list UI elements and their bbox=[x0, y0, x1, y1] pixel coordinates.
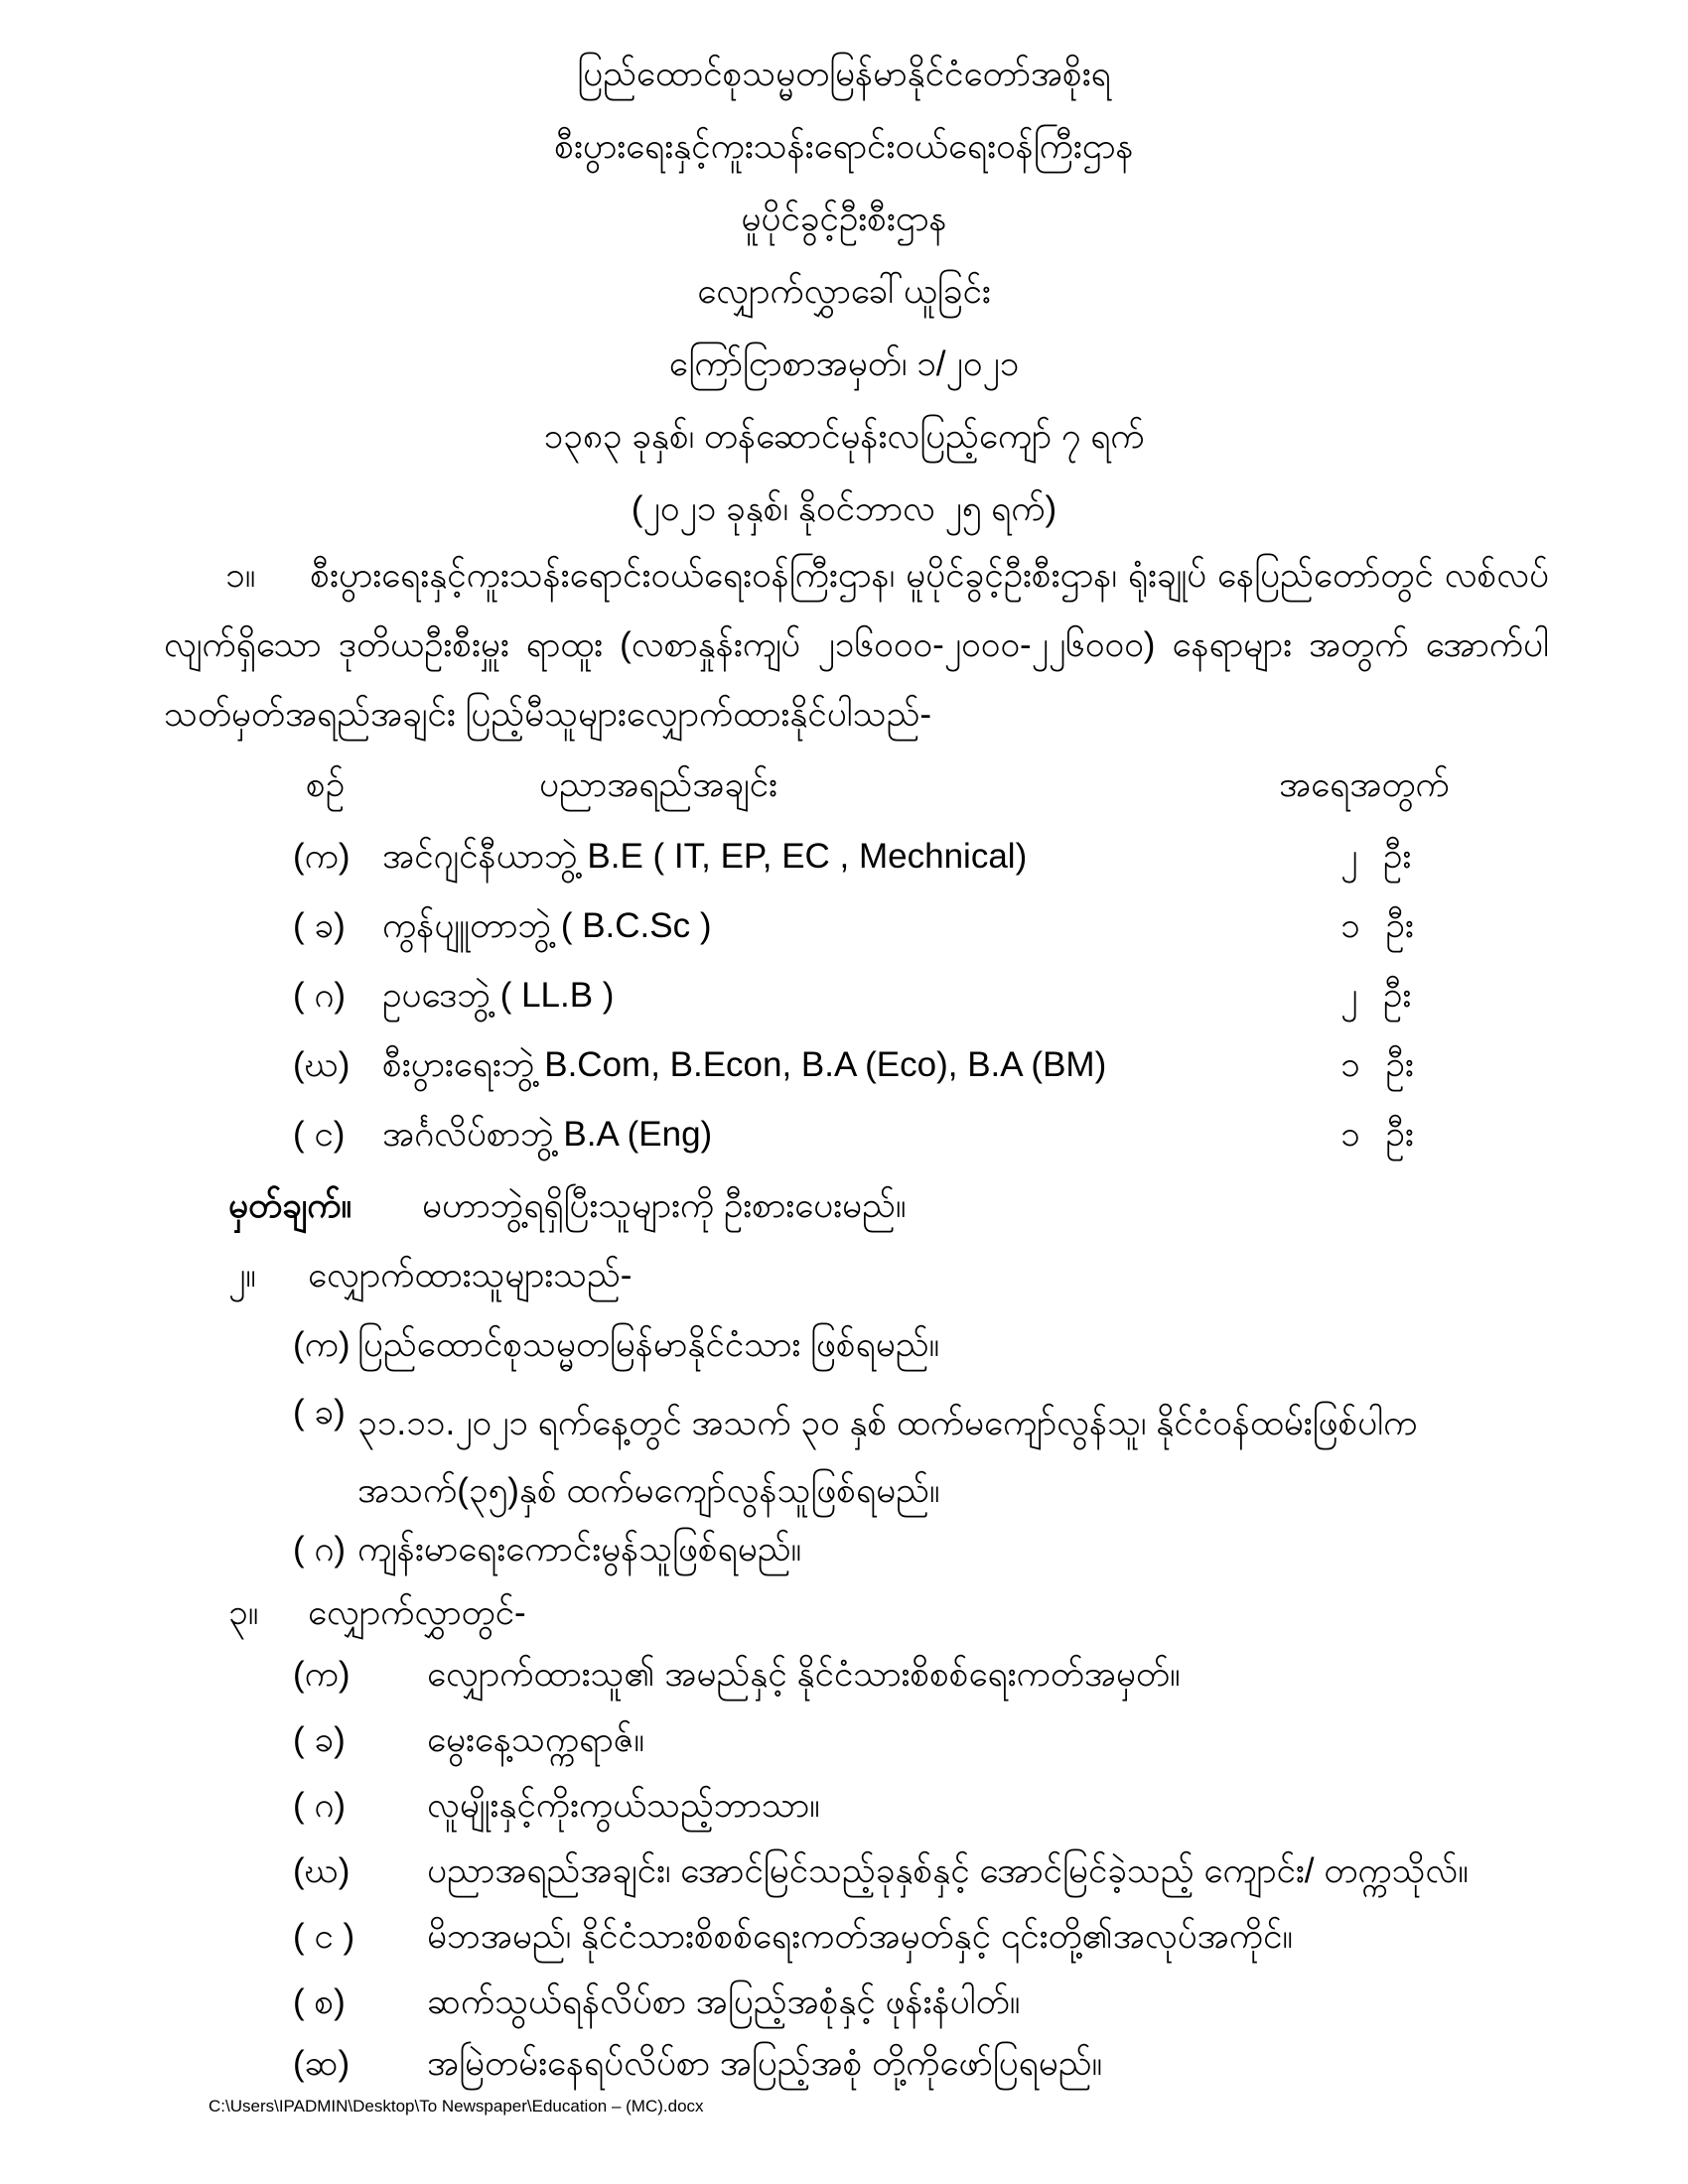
section-3-title: လျှောက်လွှာတွင်- bbox=[308, 1593, 526, 1632]
item-label: ( စ) bbox=[293, 1982, 346, 2021]
item-text: ပြည်ထောင်စုသမ္မတမြန်မာနိုင်ငံသား ဖြစ်ရမည်။ bbox=[357, 1325, 940, 1364]
item-text: ၃၁.၁၁.၂၀၂၁ ရက်နေ့တွင် အသက် ၃၀ နှစ် ထက်မကျော်လွန်သူ၊ နိုင်ငံဝန်ထမ်းဖြစ်ပါက အသက်(၃၅)နှစ် ထက်မကျော်လွန်သူဖြစ်ရမည်။ bbox=[357, 1404, 1418, 1510]
item-label: ( ခ) bbox=[293, 1720, 346, 1759]
row-label: ( ခ) bbox=[293, 906, 346, 945]
item-text: လူမျိုးနှင့်ကိုးကွယ်သည့်ဘာသာ။ bbox=[427, 1786, 820, 1825]
column-header-no: စဉ် bbox=[306, 765, 346, 804]
table-row bbox=[0, 1042, 1688, 1102]
doc-title-ministry: စီးပွားရေးနှင့်ကူးသန်းရောင်းဝယ်ရေးဝန်ကြီးဌာန bbox=[554, 127, 1134, 166]
paragraph-1-text: စီးပွားရေးနှင့်ကူးသန်းရောင်းဝယ်ရေးဝန်ကြီးဌာန၊ မူပိုင်ခွင့်ဦးစီးဌာန၊ ရုံးချုပ် နေပြည်တော်တွင် လစ်လပ်လျက်ရှိသော ဒုတိယဦးစီးမှူး ရာထူး (လစာနှုန်းကျပ် ၂၁၆၀၀၀-၂၀၀၀-၂၂၆၀၀၀) နေရာများ အတွက် အောက်ပါ သတ်မှတ်အရည်အချင်း ပြည့်မီသူများလျှောက်ထားနိုင်ပါသည်- bbox=[164, 556, 1549, 734]
row-count: ၂ ဦး bbox=[1340, 837, 1412, 876]
row-qualification: စီးပွားရေးဘွဲ့ B.Com, B.Econ, B.A (Eco), B.A (BM) bbox=[382, 1045, 1107, 1084]
item-label: ( ခ) bbox=[293, 1393, 346, 1432]
item-text: ပညာအရည်အချင်း၊ အောင်မြင်သည့်ခုနှစ်နှင့် အောင်မြင်ခဲ့သည့် ကျောင်း/ တက္ကသိုလ်။ bbox=[427, 1851, 1469, 1890]
paragraph-1-number: ၁။ bbox=[225, 556, 256, 595]
column-header-qualification: ပညာအရည်အချင်း bbox=[539, 765, 777, 804]
row-qualification: အင်ဂျင်နီယာဘွဲ့ B.E ( IT, EP, EC , Mechnical) bbox=[382, 837, 1028, 876]
row-count: ၂ ဦး bbox=[1340, 976, 1412, 1015]
doc-title-government: ပြည်ထောင်စုသမ္မတမြန်မာနိုင်ငံတော်အစိုးရ bbox=[577, 55, 1111, 93]
item-text: ကျန်းမာရေးကောင်းမွန်သူဖြစ်ရမည်။ bbox=[357, 1530, 802, 1569]
row-qualification: ကွန်ပျူတာဘွဲ့ ( B.C.Sc ) bbox=[382, 906, 712, 945]
document-file-path: C:\Users\IPADMIN\Desktop\To Newspaper\Education – (MC).docx bbox=[209, 2097, 704, 2116]
item-label: ( ဂ) bbox=[293, 1530, 347, 1569]
item-label: ( င ) bbox=[293, 1917, 355, 1956]
section-2-number: ၂။ bbox=[228, 1256, 256, 1295]
item-label: ( ဂ) bbox=[293, 1786, 347, 1825]
item-text: လျှောက်ထားသူ၏ အမည်နှင့် နိုင်ငံသားစိစစ်ရေးကတ်အမှတ်။ bbox=[427, 1655, 1181, 1694]
item-label: (က) bbox=[293, 1325, 351, 1364]
section-3-number: ၃။ bbox=[228, 1593, 259, 1632]
doc-date-gregorian: (၂၀၂၁ ခုနှစ်၊ နိုဝင်ဘာလ ၂၅ ရက်) bbox=[631, 489, 1057, 528]
item-text: အမြဲတမ်းနေရပ်လိပ်စာ အပြည့်အစုံ တို့ကိုဖော်ပြရမည်။ bbox=[427, 2044, 1103, 2083]
item-text: မွေးနေ့သက္ကရာဇ်။ bbox=[427, 1720, 644, 1759]
note-label: မှတ်ချက်။ bbox=[228, 1186, 352, 1225]
intro-paragraph bbox=[164, 541, 1549, 750]
row-label: ( င) bbox=[293, 1115, 346, 1154]
item-text: ဆက်သွယ်ရန်လိပ်စာ အပြည့်အစုံနှင့် ဖုန်းနံပါတ်။ bbox=[427, 1982, 1021, 2021]
item-label: (ဃ) bbox=[293, 1851, 351, 1890]
table-row bbox=[0, 834, 1688, 893]
row-label: (ဃ) bbox=[293, 1045, 351, 1084]
section-2-title: လျှောက်ထားသူများသည်- bbox=[308, 1256, 633, 1295]
row-count: ၁ ဦး bbox=[1340, 906, 1414, 945]
table-row bbox=[0, 1112, 1688, 1171]
item-label: (ဆ) bbox=[293, 2044, 351, 2083]
doc-date-myanmar-calendar: ၁၃၈၃ ခုနှစ်၊ တန်ဆောင်မုန်းလပြည့်ကျော် ၇ ရက် bbox=[543, 417, 1145, 456]
note-text: မဟာဘွဲ့ရရှိပြီးသူများကို ဦးစားပေးမည်။ bbox=[422, 1186, 907, 1225]
row-label: ( ဂ) bbox=[293, 976, 347, 1015]
row-label: (က) bbox=[293, 837, 351, 876]
doc-title-department: မူပိုင်ခွင့်ဦးစီးဌာန bbox=[741, 200, 947, 238]
doc-title-call-for-applications: လျှောက်လွှာခေါ်ယူခြင်း bbox=[697, 272, 991, 311]
row-count: ၁ ဦး bbox=[1340, 1115, 1414, 1154]
row-count: ၁ ဦး bbox=[1340, 1045, 1414, 1084]
table-row bbox=[0, 973, 1688, 1032]
item-text: မိဘအမည်၊ နိုင်ငံသားစိစစ်ရေးကတ်အမှတ်နှင့် ၎င်းတို့၏အလုပ်အကိုင်။ bbox=[427, 1917, 1293, 1956]
doc-announcement-number: ကြော်ငြာစာအမှတ်၊ ၁/၂၀၂၁ bbox=[668, 344, 1020, 383]
vacancy-table-header bbox=[0, 762, 1688, 822]
row-qualification: ဥပဒေဘွဲ့ ( LL.B ) bbox=[382, 976, 615, 1015]
row-qualification: အင်္ဂလိပ်စာဘွဲ့ B.A (Eng) bbox=[382, 1115, 713, 1154]
column-header-count: အရေအတွက် bbox=[1279, 765, 1450, 804]
item-label: (က) bbox=[293, 1655, 351, 1694]
table-row bbox=[0, 903, 1688, 963]
